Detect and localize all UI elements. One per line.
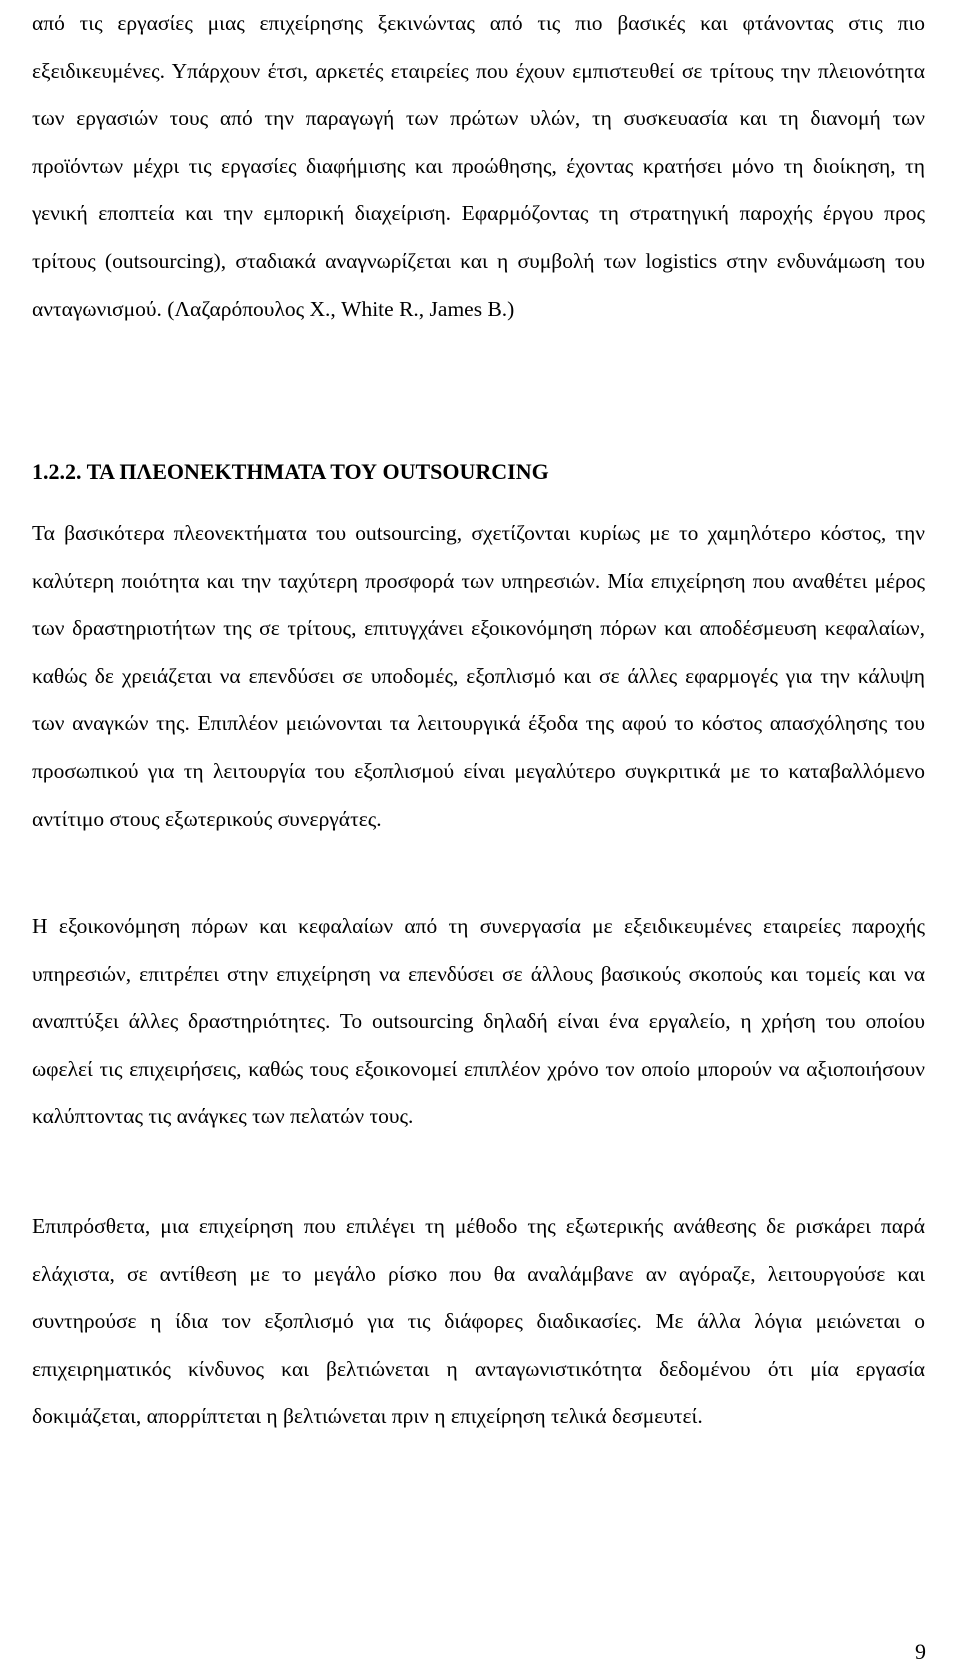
advantages-paragraph-1: Τα βασικότερα πλεονεκτήματα του outsourcing, σχετίζονται κυρίως με το χαμηλότερο κόστος, την καλύτερη ποιότητα και την ταχύτερη προσφορά των υπηρεσιών. Μία επιχείρηση που αναθέτει μέρος των δραστηριοτήτων της σε τρίτους, επιτυγχάνει εξοικονόμηση πόρων και αποδέσμευση κεφαλαίων, καθώς δε χρειάζεται να επενδύσει σε υποδομές, εξοπλισμό και σε άλλες εφαρμογές για την κάλυψη των αναγκών της. Επιπλέον μειώνονται τα λειτουργικά έξοδα της αφού το κόστος απασχόλησης του προσωπικού για τη λειτουργία του εξοπλισμού είναι μεγαλύτερο συγκριτικά με το καταβαλλόμενο αντίτιμο στους εξωτερικούς συνεργάτες. <box>32 521 925 831</box>
advantages-paragraph-3: Επιπρόσθετα, μια επιχείρηση που επιλέγει τη μέθοδο της εξωτερικής ανάθεσης δε ρισκάρει παρά ελάχιστα, σε αντίθεση με το μεγάλο ρίσκο που θα αναλάμβανε αν αγόραζε, λειτουργούσε και συντηρούσε η ίδια τον εξοπλισμό για τις διάφορες διαδικασίες. Με άλλα λόγια μειώνεται ο επιχειρηματικός κίνδυνος και βελτιώνεται η ανταγωνιστικότητα δεδομένου ότι μία εργασία δοκιμάζεται, απορρίπτεται η βελτιώνεται πριν η επιχείρηση τελικά δεσμευτεί. <box>32 1214 925 1429</box>
page-number: 9 <box>915 1639 926 1664</box>
section-heading: 1.2.2. ΤΑ ΠΛΕΟΝΕΚΤΗΜΑΤΑ ΤΟΥ OUTSOURCING <box>32 459 549 484</box>
intro-paragraph: από τις εργασίες μιας επιχείρησης ξεκινώντας από τις πιο βασικές και φτάνοντας στις πιο εξειδικευμένες. Υπάρχουν έτσι, αρκετές εταιρείες που έχουν εμπιστευθεί σε τρίτους την πλειονότητα των εργασιών τους από την παραγωγή των πρώτων υλών, τη συσκευασία και τη διανομή των προϊόντων μέχρι τις εργασίες διαφήμισης και προώθησης, έχοντας κρατήσει μόνο τη διοίκηση, τη γενική εποπτεία και την εμπορική διαχείριση. Εφαρμόζοντας τη στρατηγική παροχής έργου προς τρίτους (outsourcing), σταδιακά αναγνωρίζεται και η συμβολή των logistics στην ενδυνάμωση του ανταγωνισμού. (Λαζαρόπουλος Χ., White R., James B.) <box>32 11 925 321</box>
advantages-paragraph-2: Η εξοικονόμηση πόρων και κεφαλαίων από τη συνεργασία με εξειδικευμένες εταιρείες παροχής υπηρεσιών, επιτρέπει στην επιχείρηση να επενδύσει σε άλλους βασικούς σκοπούς και τομείς και να αναπτύξει άλλες δραστηριότητες. Το outsourcing δηλαδή είναι ένα εργαλείο, η χρήση του οποίου ωφελεί τις επιχειρήσεις, καθώς τους εξοικονομεί επιπλέον χρόνο τον οποίο μπορούν να αξιοποιήσουν καλύπτοντας τις ανάγκες των πελατών τους. <box>32 914 925 1129</box>
